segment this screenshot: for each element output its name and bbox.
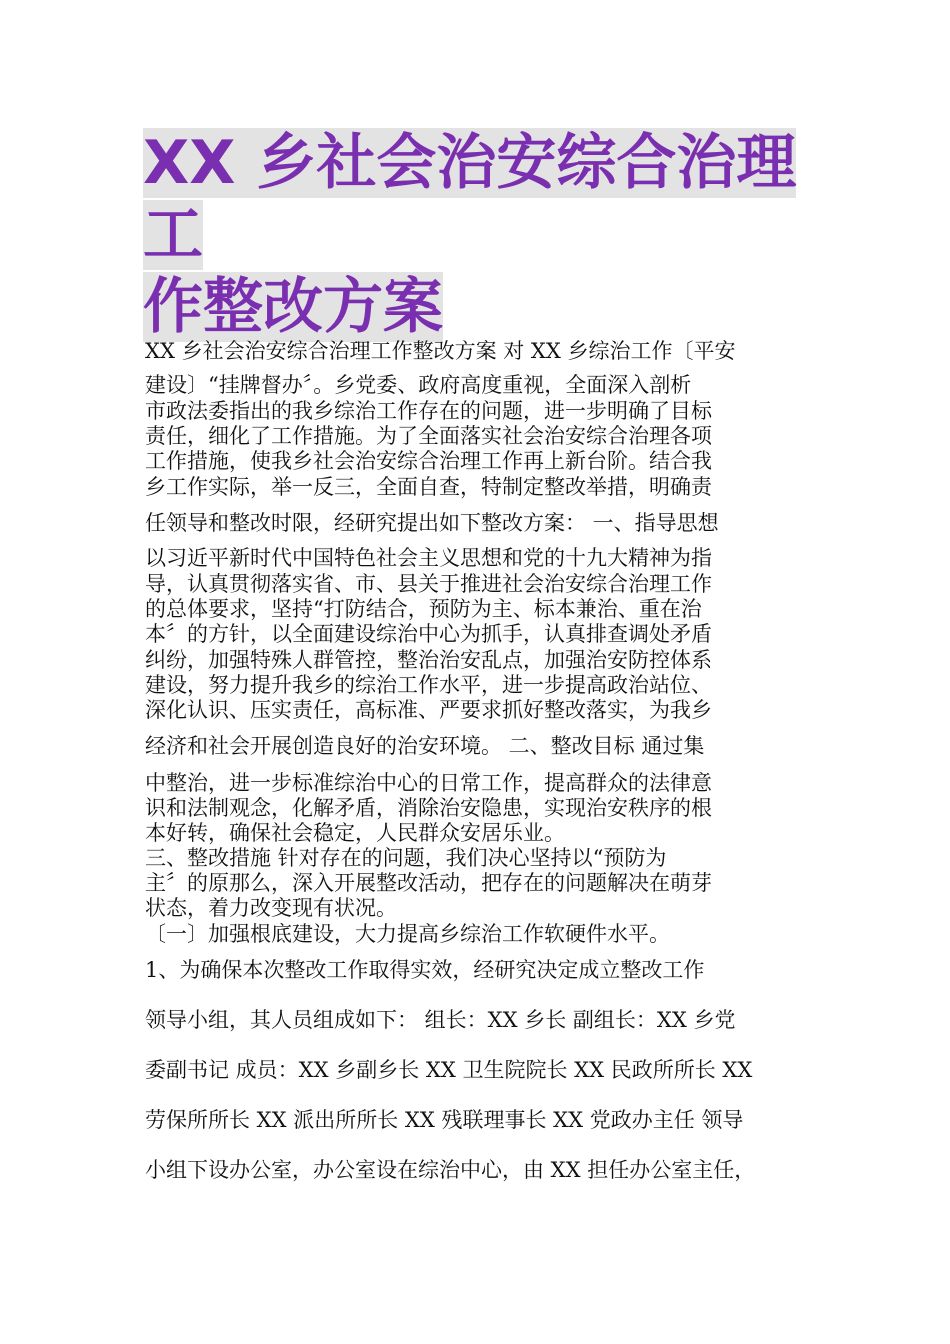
title-line-1: XX 乡社会治安综合治理工 [143,128,797,270]
body-line: 乡工作实际，举一反三，全面自查，特制定整改举措，明确责 [145,475,712,499]
body-line: 状态，着力改变现有状况。 [145,896,397,920]
body-line: 委副书记 成员：XX 乡副乡长 XX 卫生院院长 XX 民政所所长 XX [145,1058,753,1082]
body-line: 劳保所所长 XX 派出所所长 XX 残联理事长 XX 党政办主任 领导 [145,1108,744,1132]
body-line: 工作措施，使我乡社会治安综合治理工作再上新台阶。结合我 [145,449,712,473]
body-line: 深化认识、压实责任，高标准、严要求抓好整改落实，为我乡 [145,698,712,722]
body-line: 任领导和整改时限，经研究提出如下整改方案： 一、指导思想 [145,511,719,535]
body-line: 本〞的方针，以全面建设综治中心为抓手，认真排查调处矛盾 [145,622,712,646]
body-line: 识和法制观念，化解矛盾，消除治安隐患，实现治安秩序的根 [145,796,712,820]
body-line: 主〞的原那么，深入开展整改活动，把存在的问题解决在萌芽 [145,871,712,895]
document-title [143,127,823,343]
body-line: XX 乡社会治安综合治理工作整改方案 对 XX 乡综治工作〔平安 [145,339,736,363]
body-line: 建设〕“挂牌督办〞。乡党委、政府高度重视，全面深入剖析 [145,373,692,397]
body-line: 建设，努力提升我乡的综治工作水平，进一步提高政治站位、 [145,673,712,697]
body-line: 领导小组，其人员组成如下： 组长：XX 乡长 副组长：XX 乡党 [145,1008,736,1032]
body-line: 导，认真贯彻落实省、市、县关于推进社会治安综合治理工作 [145,572,712,596]
body-line: 小组下设办公室，办公室设在综治中心，由 XX 担任办公室主任， [145,1158,756,1182]
body-line: 本好转，确保社会稳定，人民群众安居乐业。 [145,821,565,845]
body-line: 责任，细化了工作措施。为了全面落实社会治安综合治理各项 [145,424,712,448]
title-line-2: 作整改方案 [143,272,443,342]
body-line: 三、整改措施 针对存在的问题，我们决心坚持以“预防为 [145,846,667,870]
body-line: 1、为确保本次整改工作取得实效，经研究决定成立整改工作 [145,958,705,982]
body-line: 〔一〕加强根底建设，大力提高乡综治工作软硬件水平。 [145,922,670,946]
body-line: 纠纷，加强特殊人群管控，整治治安乱点，加强治安防控体系 [145,648,712,672]
body-line: 的总体要求，坚持“打防结合，预防为主、标本兼治、重在治 [145,597,702,621]
body-line: 市政法委指出的我乡综治工作存在的问题，进一步明确了目标 [145,399,712,423]
body-line: 经济和社会开展创造良好的治安环境。 二、整改目标 通过集 [145,734,705,758]
body-line: 中整治，进一步标准综治中心的日常工作，提高群众的法律意 [145,771,712,795]
body-line: 以习近平新时代中国特色社会主义思想和党的十九大精神为指 [145,546,712,570]
